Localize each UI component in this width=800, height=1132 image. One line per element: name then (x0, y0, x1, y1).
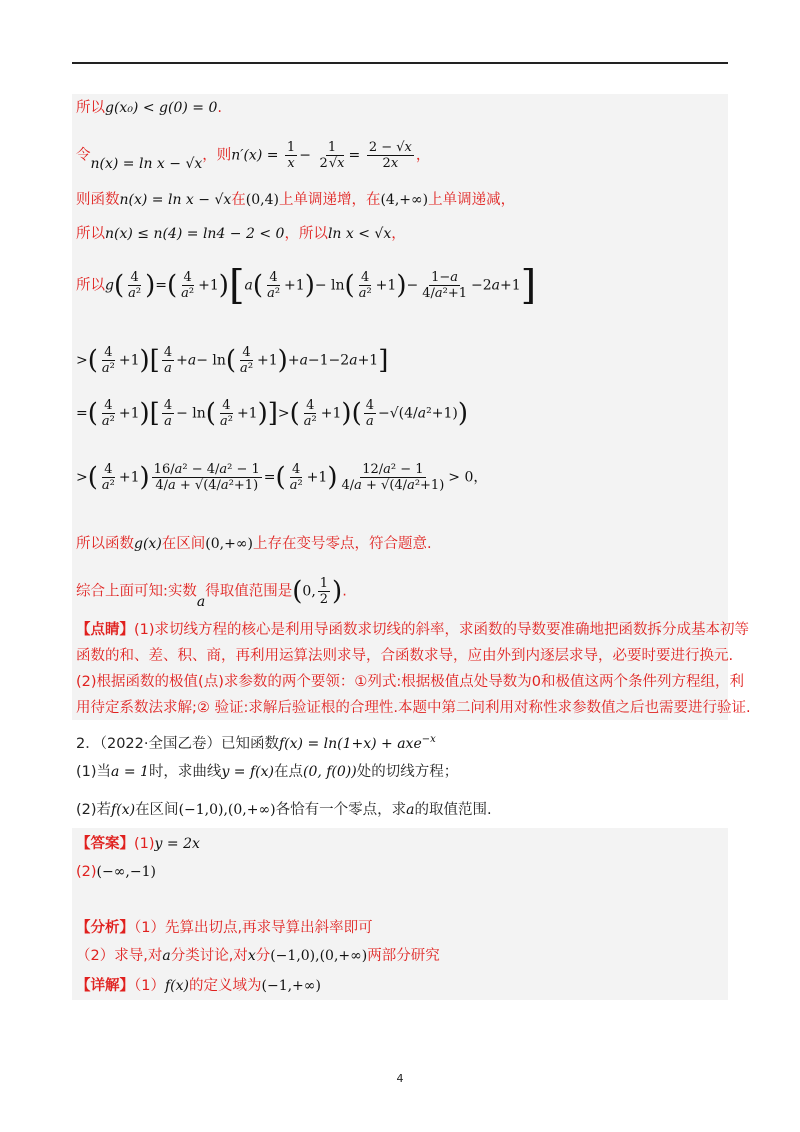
answer-tag: 【答案】 (76, 836, 134, 852)
line-11: 综合上面可知:实数a得取值范围是(0, $\frac{1}{2}$ ). (76, 576, 347, 610)
dianjing-line-3: (2)根据函数的极值(点)求参数的两个要领：①列式:根据极值点处导数为0和极值这两个条件列方程组，利 (76, 674, 744, 690)
dianjing-line-1: 【点睛】(1)求切线方程的核心是利用导函数求切线的斜率，求函数的导数要准确地把函数拆分成基本初等 (76, 622, 750, 638)
detail-line-1: 【详解】（1）f(x)的定义域为(−1,+∞) (76, 978, 321, 994)
answer-line-2: (2)(−∞,−1) (76, 864, 156, 880)
line-2: 令n(x) = ln x − √x，则n′(x) = $\frac{1}{x}$ − $\frac{1}{2√x}$ = $\frac{2 - √x}{2x}$ ， (76, 140, 431, 172)
line-10: 所以函数g(x)在区间(0,+∞)上存在变号零点，符合题意. (76, 536, 432, 552)
problem-2-q1: (1)当a = 1时，求曲线y = f(x)在点(0, f(0))处的切线方程； (76, 764, 459, 780)
line-3: 则函数n(x) = ln x − √x在(0,4)上单调递增，在(4,+∞)上单调递减， (76, 192, 516, 208)
line-4: 所以n(x) ≤ n(4) = ln4 − 2 < 0，所以ln x < √x， (76, 226, 406, 242)
dianjing-line-4: 用待定系数法求解;② 验证:求解后验证根的合理性.本题中第二问利用对称性求参数值之后也需要进行验证. (76, 700, 751, 716)
math-g-x0: g(x₀) < g(0) = 0 (105, 100, 218, 116)
frac-1-2sqrtx: $\frac{1}{2√x}$ (319, 140, 345, 171)
dianjing-tag: 【点睛】 (76, 622, 134, 638)
math-n-prime: n′(x) = (231, 147, 283, 164)
answer-line-1: 【答案】(1)y = 2x (76, 836, 200, 852)
page-number: 4 (396, 1072, 404, 1085)
analysis-line-1: 【分析】（1）先算出切点,再求导算出斜率即可 (76, 920, 373, 936)
dianjing-line-2: 函数的和、差、积、商，再利用运算法则求导，合函数求导，应由外到内逐层求导，必要时要进行换元. (76, 648, 734, 664)
problem-2-stem: 2．（2022·全国乙卷）已知函数f(x) = ln(1+x) + axe$^{-x}$ (76, 734, 436, 752)
math-n-def: n(x) = ln x − √x (90, 155, 203, 172)
frac-2-sqrtx-2x: $\frac{2 - √x}{2x}$ (368, 140, 412, 171)
detail-tag: 【详解】 (76, 978, 134, 994)
line-1: 所以g(x₀) < g(0) = 0. (76, 100, 222, 116)
line-5: 所以g( $\frac{4}{\text{a²}}$ )=( $\frac{4}{\text{a²}}$ +1)[a( $\frac{4}{\text{a²}}$ +1)− ln( $\frac{4}{\text{a²}}$ +1)− $\frac{1-a}{\text{4/a²+1}}$ −2a+1] (76, 262, 537, 309)
line-8: >( $\frac{4}{\text{a²}}$ +1) $\frac{\text{16/a² − 4/a² − 1}}{\text{4/a + √(4/a²+1)}}$ =( $\frac{4}{\text{a²}}$ +1) $\frac{\text{12/a² − 1}}{\text{4/a + √(4/a²+1)}}$ > 0， (76, 462, 488, 493)
problem-2-q2: (2)若f(x)在区间(−1,0),(0,+∞)各恰有一个零点，求a的取值范围. (76, 802, 492, 818)
analysis-line-2: （2）求导,对a分类讨论,对x分(−1,0),(0,+∞)两部分研究 (76, 948, 440, 964)
line-6: >( $\frac{4}{\text{a²}}$ +1)[ $\frac{4}{a}$ +a− ln( $\frac{4}{\text{a²}}$ +1)+a−1−2a+1] (76, 345, 389, 376)
analysis-tag: 【分析】 (76, 920, 134, 936)
header-rule (72, 62, 728, 64)
frac-1-x: $\frac{1}{x}$ (286, 140, 296, 171)
line-7: =( $\frac{4}{\text{a²}}$ +1)[ $\frac{4}{a}$ − ln( $\frac{4}{\text{a²}}$ +1)]>( $\frac{4}{\text{a²}}$ +1)( $\frac{4}{a}$ −√(4/a²+1)) (76, 398, 468, 429)
